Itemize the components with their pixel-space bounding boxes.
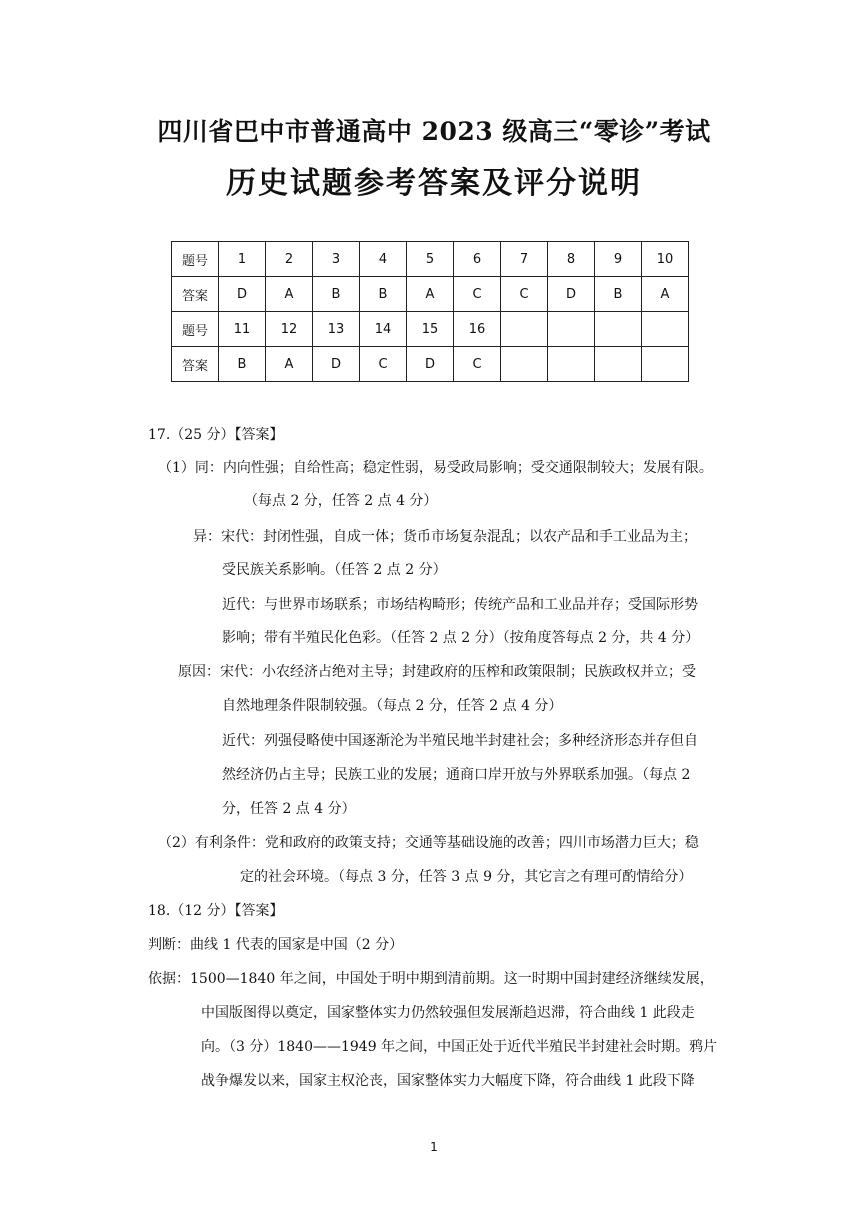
table-cell: 15 bbox=[407, 312, 454, 347]
table-cell: C bbox=[360, 347, 407, 382]
q17-part2-line-2: 定的社会环境。（每点 3 分，任答 3 点 9 分，其它言之有理可酌情给分） bbox=[240, 869, 693, 885]
table-row bbox=[172, 312, 689, 347]
table-cell: 1 bbox=[219, 242, 266, 277]
q18-basis-line-2: 中国版图得以奠定，国家整体实力仍然较强但发展渐趋迟滞，符合曲线 1 此段走 bbox=[201, 1005, 695, 1021]
table-cell bbox=[595, 347, 642, 382]
q17-reason-line-2: 自然地理条件限制较强。（每点 2 分，任答 2 点 4 分） bbox=[222, 698, 563, 714]
title-line-1: 四川省巴中市普通高中 2023 级高三“零诊”考试 bbox=[157, 117, 711, 146]
q18-basis-line-4: 战争爆发以来，国家主权沦丧，国家整体实力大幅度下降，符合曲线 1 此段下降 bbox=[201, 1073, 695, 1089]
table-cell bbox=[642, 312, 689, 347]
q17-reason-line-5: 分，任答 2 点 4 分） bbox=[222, 801, 356, 817]
q18-heading: 18.（12 分）【答案】 bbox=[148, 903, 284, 919]
q17-modern-line-2: 影响；带有半殖民化色彩。（任答 2 点 2 分）（按角度答每点 2 分，共 4 分） bbox=[222, 630, 700, 646]
table-cell bbox=[642, 347, 689, 382]
table-cell: A bbox=[642, 277, 689, 312]
table-cell: 9 bbox=[595, 242, 642, 277]
table-cell: B bbox=[360, 277, 407, 312]
table-cell: C bbox=[454, 347, 501, 382]
q17-reason-line-1: 原因：宋代：小农经济占绝对主导；封建政府的压榨和政策限制；民族政权并立；受 bbox=[178, 664, 696, 680]
table-cell: 12 bbox=[266, 312, 313, 347]
q18-judge: 判断：曲线 1 代表的国家是中国（2 分） bbox=[148, 937, 404, 953]
q17-modern-line-1: 近代：与世界市场联系；市场结构畸形；传统产品和工业品并存；受国际形势 bbox=[222, 597, 698, 613]
table-cell: 16 bbox=[454, 312, 501, 347]
table-cell: 14 bbox=[360, 312, 407, 347]
table-cell: C bbox=[454, 277, 501, 312]
table-cell: 5 bbox=[407, 242, 454, 277]
table-cell bbox=[548, 347, 595, 382]
q17-diff-line-1: 异：宋代：封闭性强，自成一体；货币市场复杂混乱；以农产品和手工业品为主； bbox=[193, 529, 697, 545]
table-row bbox=[172, 277, 689, 312]
table-row bbox=[172, 347, 689, 382]
table-cell bbox=[595, 312, 642, 347]
table-row-header: 答案 bbox=[172, 347, 219, 382]
table-cell: A bbox=[266, 277, 313, 312]
table-cell: 7 bbox=[501, 242, 548, 277]
q17-heading: 17.（25 分）【答案】 bbox=[148, 427, 284, 443]
answer-table bbox=[171, 241, 689, 382]
table-cell: 3 bbox=[313, 242, 360, 277]
q17-part1-score: （每点 2 分，任答 2 点 4 分） bbox=[244, 493, 438, 509]
table-row-header: 答案 bbox=[172, 277, 219, 312]
table-cell: 13 bbox=[313, 312, 360, 347]
table-cell: 11 bbox=[219, 312, 266, 347]
table-cell: 8 bbox=[548, 242, 595, 277]
table-cell bbox=[548, 312, 595, 347]
table-cell: C bbox=[501, 277, 548, 312]
q18-basis-line-3: 向。（3 分）1840——1949 年之间，中国正处于近代半殖民半封建社会时期。鸦片 bbox=[201, 1039, 718, 1055]
table-cell: A bbox=[266, 347, 313, 382]
table-cell: B bbox=[313, 277, 360, 312]
table-cell bbox=[501, 347, 548, 382]
table-cell: A bbox=[407, 277, 454, 312]
table-cell: B bbox=[595, 277, 642, 312]
table-cell: D bbox=[407, 347, 454, 382]
q17-reason-line-4: 然经济仍占主导；民族工业的发展；通商口岸开放与外界联系加强。（每点 2 bbox=[222, 767, 691, 783]
page-number: 1 bbox=[430, 1140, 438, 1154]
q17-part2-line-1: （2）有利条件：党和政府的政策支持；交通等基础设施的改善；四川市场潜力巨大；稳 bbox=[158, 835, 699, 851]
table-cell: 2 bbox=[266, 242, 313, 277]
q17-reason-line-3: 近代：列强侵略使中国逐渐沦为半殖民地半封建社会；多种经济形态并存但自 bbox=[222, 733, 698, 749]
table-cell: 4 bbox=[360, 242, 407, 277]
q17-diff-line-2: 受民族关系影响。（任答 2 点 2 分） bbox=[222, 562, 447, 578]
table-cell: D bbox=[219, 277, 266, 312]
table-cell: B bbox=[219, 347, 266, 382]
q18-basis-line-1: 依据：1500—1840 年之间，中国处于明中期到清前期。这一时期中国封建经济继续发展， bbox=[148, 971, 714, 987]
table-row bbox=[172, 242, 689, 277]
table-cell bbox=[501, 312, 548, 347]
title-line-2: 历史试题参考答案及评分说明 bbox=[226, 166, 642, 201]
table-row-header: 题号 bbox=[172, 242, 219, 277]
q17-part1: （1）同：内向性强；自给性高；稳定性弱，易受政局影响；受交通限制较大；发展有限。 bbox=[158, 460, 713, 476]
table-cell: D bbox=[313, 347, 360, 382]
table-cell: 6 bbox=[454, 242, 501, 277]
table-row-header: 题号 bbox=[172, 312, 219, 347]
table-cell: 10 bbox=[642, 242, 689, 277]
table-cell: D bbox=[548, 277, 595, 312]
